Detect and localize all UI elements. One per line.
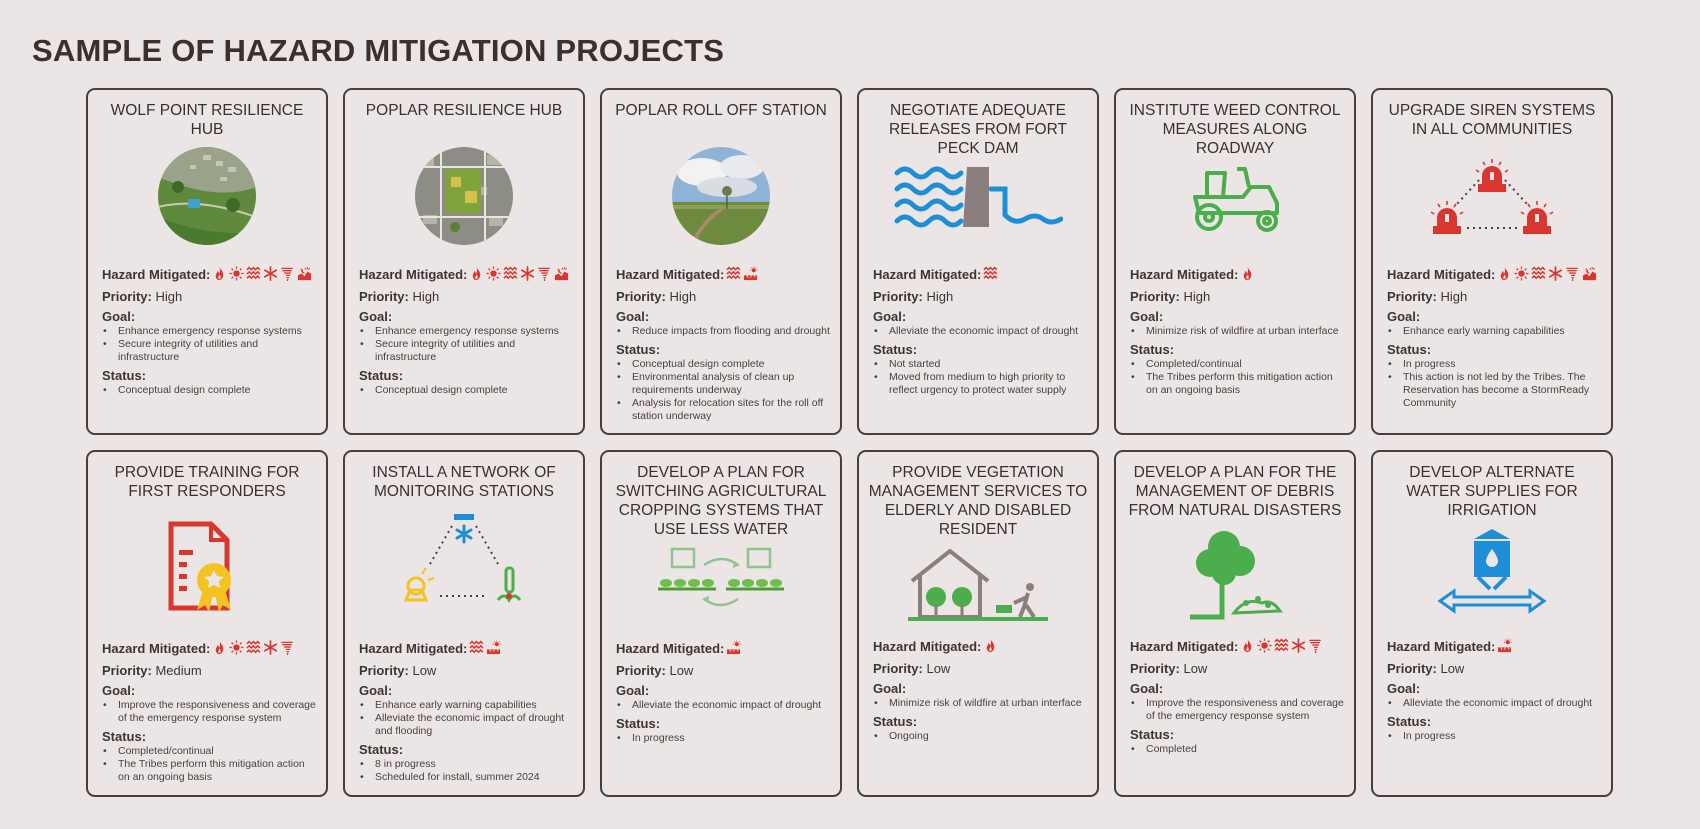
card-illustration — [88, 147, 326, 245]
crop-rotation-icon — [656, 547, 786, 621]
wind-icon — [1308, 638, 1323, 657]
priority-value: Medium — [155, 663, 202, 678]
priority-row — [873, 660, 1089, 677]
priority-row — [102, 662, 318, 679]
priority-row — [1130, 660, 1346, 677]
hazard-icons — [212, 266, 312, 285]
project-card — [857, 88, 1099, 435]
heat-icon — [486, 266, 501, 285]
card-illustration — [1373, 154, 1611, 238]
hazard-icons — [726, 640, 741, 659]
project-card — [1114, 88, 1356, 435]
status-label: Status: — [359, 742, 404, 757]
cold-icon — [1291, 638, 1306, 657]
heat-icon — [229, 266, 244, 285]
hazard-label: Hazard Mitigated: — [616, 641, 725, 656]
goal-item: • Secure integrity of utilities and infrastructure — [359, 338, 575, 364]
card-title: PROVIDE TRAINING FOR FIRST RESPONDERS — [114, 464, 300, 500]
status-list — [873, 358, 1089, 397]
dam-water-icon — [893, 163, 1063, 231]
project-card — [1371, 450, 1613, 797]
status-item: • Ongoing — [873, 730, 1089, 743]
goal-list — [1130, 697, 1346, 723]
status-item: • In progress — [1387, 730, 1603, 743]
hazard-row — [359, 266, 575, 285]
card-title: PROVIDE VEGETATION MANAGEMENT SERVICES TO ELDERLY AND DISABLED RESIDENT — [868, 464, 1088, 538]
priority-label: Priority: — [1387, 289, 1437, 304]
hazard-label: Hazard Mitigated: — [102, 267, 211, 282]
goal-label: Goal: — [1130, 309, 1164, 324]
priority-label: Priority: — [873, 289, 923, 304]
priority-row — [1130, 288, 1346, 305]
hazard-row — [873, 638, 1089, 657]
goal-label: Goal: — [873, 681, 907, 696]
card-illustration — [602, 147, 840, 245]
status-label: Status: — [359, 368, 404, 383]
drought-icon — [743, 266, 758, 285]
hazard-label: Hazard Mitigated: — [1387, 639, 1496, 654]
wind-icon — [1565, 266, 1580, 285]
card-illustration — [602, 547, 840, 621]
status-item: • The Tribes perform this mitigation action on an ongoing basis — [1130, 371, 1346, 397]
goal-list — [616, 325, 832, 338]
priority-row — [616, 662, 832, 679]
priority-row — [873, 288, 1089, 305]
goal-item: • Enhance early warning capabilities — [359, 699, 575, 712]
fire-icon — [1240, 638, 1255, 657]
goal-item: • Reduce impacts from flooding and drought — [616, 325, 832, 338]
goal-item: • Alleviate the economic impact of drought — [873, 325, 1089, 338]
monitoring-network-icon — [394, 512, 534, 608]
goal-item: • Enhance early warning capabilities — [1387, 325, 1603, 338]
status-list — [102, 384, 318, 397]
status-list — [1130, 358, 1346, 397]
hazard-row — [616, 266, 832, 285]
earthquake-icon — [554, 266, 569, 285]
flood-icon — [469, 640, 484, 659]
hazard-label: Hazard Mitigated: — [873, 639, 982, 654]
priority-value: High — [669, 289, 697, 304]
goal-list — [616, 699, 832, 712]
hazard-row — [359, 640, 575, 659]
status-item: • Analysis for relocation sites for the roll off station underway — [616, 397, 832, 423]
riding-mower-icon — [1185, 163, 1285, 235]
hazard-label: Hazard Mitigated: — [1130, 639, 1239, 654]
status-list — [616, 732, 832, 745]
card-title: DEVELOP A PLAN FOR THE MANAGEMENT OF DEBRIS FROM NATURAL DISASTERS — [1128, 464, 1342, 519]
earthquake-icon — [1582, 266, 1597, 285]
drought-icon — [1497, 638, 1512, 657]
hazard-icons — [1497, 266, 1597, 285]
hazard-icons — [983, 266, 998, 285]
card-illustration — [1116, 529, 1354, 621]
status-list — [359, 384, 575, 397]
card-illustration — [1373, 527, 1611, 619]
card-title: NEGOTIATE ADEQUATE RELEASES FROM FORT PECK DAM — [889, 102, 1067, 157]
hazard-row — [616, 640, 832, 659]
priority-value: Low — [926, 661, 951, 676]
goal-label: Goal: — [359, 309, 393, 324]
priority-value: High — [1440, 289, 1468, 304]
priority-label: Priority: — [1130, 661, 1180, 676]
status-list — [616, 358, 832, 423]
goal-label: Goal: — [102, 309, 136, 324]
goal-list — [359, 699, 575, 738]
hazard-label: Hazard Mitigated: — [1387, 267, 1496, 282]
status-list — [359, 758, 575, 784]
status-label: Status: — [873, 342, 918, 357]
hazard-row — [1387, 638, 1603, 657]
goal-item: • Improve the responsiveness and coverage of the emergency response system — [102, 699, 318, 725]
priority-value: High — [412, 289, 440, 304]
hazard-row — [873, 266, 1089, 285]
priority-label: Priority: — [616, 289, 666, 304]
goal-item: • Minimize risk of wildfire at urban interface — [1130, 325, 1346, 338]
status-item: • In progress — [1387, 358, 1603, 371]
hazard-label: Hazard Mitigated: — [616, 267, 725, 282]
status-item: • 8 in progress — [359, 758, 575, 771]
tree-debris-icon — [1180, 529, 1290, 621]
priority-label: Priority: — [102, 289, 152, 304]
status-item: • Conceptual design complete — [359, 384, 575, 397]
goal-item: • Enhance emergency response systems — [359, 325, 575, 338]
goal-label: Goal: — [873, 309, 907, 324]
fire-icon — [469, 266, 484, 285]
goal-item: • Alleviate the economic impact of drought and flooding — [359, 712, 575, 738]
flood-icon — [503, 266, 518, 285]
hazard-icons — [469, 640, 501, 659]
fire-icon — [983, 638, 998, 657]
goal-label: Goal: — [359, 683, 393, 698]
flood-icon — [983, 266, 998, 285]
project-card — [86, 450, 328, 797]
wind-icon — [280, 640, 295, 659]
priority-value: Low — [1440, 661, 1465, 676]
goal-label: Goal: — [102, 683, 136, 698]
card-title: POPLAR ROLL OFF STATION — [615, 102, 827, 119]
priority-row — [616, 288, 832, 305]
priority-value: Low — [412, 663, 437, 678]
priority-label: Priority: — [1130, 289, 1180, 304]
aerial-photo — [158, 147, 256, 245]
status-item: • Completed/continual — [1130, 358, 1346, 371]
siren-network-icon — [1427, 154, 1557, 238]
goal-label: Goal: — [616, 309, 650, 324]
goal-item: • Minimize risk of wildfire at urban interface — [873, 697, 1089, 710]
goal-item: • Alleviate the economic impact of drought — [1387, 697, 1603, 710]
priority-label: Priority: — [359, 289, 409, 304]
cold-icon — [1548, 266, 1563, 285]
fire-icon — [212, 640, 227, 659]
hazard-label: Hazard Mitigated: — [359, 267, 468, 282]
status-item: • In progress — [616, 732, 832, 745]
flood-icon — [246, 266, 261, 285]
hazard-row — [1387, 266, 1603, 285]
status-item: • Moved from medium to high priority to reflect urgency to protect water supply — [873, 371, 1089, 397]
status-label: Status: — [1130, 727, 1175, 742]
flood-icon — [1531, 266, 1546, 285]
wind-icon — [280, 266, 295, 285]
priority-value: Low — [669, 663, 694, 678]
card-illustration — [1116, 163, 1354, 235]
flood-icon — [726, 266, 741, 285]
hazard-icons — [1240, 266, 1255, 285]
hazard-row — [102, 640, 318, 659]
card-title: DEVELOP ALTERNATE WATER SUPPLIES FOR IRRIGATION — [1406, 464, 1578, 519]
fire-icon — [1497, 266, 1512, 285]
hazard-icons — [1497, 638, 1512, 657]
status-item: • This action is not led by the Tribes. The Reservation has become a StormReady Community — [1387, 371, 1603, 410]
goal-item: • Enhance emergency response systems — [102, 325, 318, 338]
goal-item: • Improve the responsiveness and coverage of the emergency response system — [1130, 697, 1346, 723]
status-label: Status: — [616, 342, 661, 357]
drought-icon — [726, 640, 741, 659]
card-title: WOLF POINT RESILIENCE HUB — [110, 102, 304, 138]
hazard-label: Hazard Mitigated: — [102, 641, 211, 656]
goal-label: Goal: — [1130, 681, 1164, 696]
flood-icon — [1274, 638, 1289, 657]
water-tower-icon — [1432, 527, 1552, 619]
project-card — [600, 88, 842, 435]
status-list — [873, 730, 1089, 743]
status-list — [1130, 743, 1346, 756]
site-photo — [672, 147, 770, 245]
goal-label: Goal: — [1387, 681, 1421, 696]
goal-list — [873, 325, 1089, 338]
goal-label: Goal: — [1387, 309, 1421, 324]
card-illustration — [345, 147, 583, 245]
goal-label: Goal: — [616, 683, 650, 698]
card-title: UPGRADE SIREN SYSTEMS IN ALL COMMUNITIES — [1388, 102, 1596, 138]
goal-list — [102, 699, 318, 725]
card-title: INSTITUTE WEED CONTROL MEASURES ALONG ROADWAY — [1129, 102, 1341, 157]
priority-label: Priority: — [102, 663, 152, 678]
status-item: • Scheduled for install, summer 2024 — [359, 771, 575, 784]
project-card — [1371, 88, 1613, 435]
goal-list — [873, 697, 1089, 710]
priority-value: High — [926, 289, 954, 304]
fire-icon — [1240, 266, 1255, 285]
priority-label: Priority: — [616, 663, 666, 678]
status-list — [102, 745, 318, 784]
status-label: Status: — [1387, 342, 1432, 357]
status-list — [1387, 730, 1603, 743]
priority-row — [359, 288, 575, 305]
status-item: • Completed/continual — [102, 745, 318, 758]
status-label: Status: — [1130, 342, 1175, 357]
card-illustration — [88, 520, 326, 612]
priority-value: High — [155, 289, 183, 304]
hazard-row — [102, 266, 318, 285]
status-item: • Not started — [873, 358, 1089, 371]
goal-list — [102, 325, 318, 364]
card-illustration — [859, 163, 1097, 231]
priority-row — [359, 662, 575, 679]
fire-icon — [212, 266, 227, 285]
card-title: INSTALL A NETWORK OF MONITORING STATIONS — [372, 464, 556, 500]
heat-icon — [229, 640, 244, 659]
hazard-label: Hazard Mitigated: — [873, 267, 982, 282]
status-label: Status: — [102, 368, 147, 383]
hazard-label: Hazard Mitigated: — [359, 641, 468, 656]
priority-label: Priority: — [1387, 661, 1437, 676]
heat-icon — [1514, 266, 1529, 285]
goal-list — [1387, 325, 1603, 338]
project-card — [600, 450, 842, 797]
house-lawn-mowing-icon — [908, 547, 1048, 623]
hazard-icons — [1240, 638, 1323, 657]
priority-value: High — [1183, 289, 1211, 304]
status-list — [1387, 358, 1603, 410]
goal-item: • Alleviate the economic impact of drought — [616, 699, 832, 712]
priority-label: Priority: — [873, 661, 923, 676]
priority-row — [1387, 288, 1603, 305]
wind-icon — [537, 266, 552, 285]
aerial-photo — [415, 147, 513, 245]
hazard-icons — [469, 266, 569, 285]
cold-icon — [263, 266, 278, 285]
hazard-row — [1130, 266, 1346, 285]
priority-row — [102, 288, 318, 305]
status-item: • Completed — [1130, 743, 1346, 756]
priority-value: Low — [1183, 661, 1208, 676]
cold-icon — [263, 640, 278, 659]
status-item: • Environmental analysis of clean up requirements underway — [616, 371, 832, 397]
status-item: • Conceptual design complete — [616, 358, 832, 371]
status-label: Status: — [616, 716, 661, 731]
status-label: Status: — [873, 714, 918, 729]
goal-list — [359, 325, 575, 364]
project-card — [343, 450, 585, 797]
card-title: DEVELOP A PLAN FOR SWITCHING AGRICULTURAL CROPPING SYSTEMS THAT USE LESS WATER — [615, 464, 827, 538]
heat-icon — [1257, 638, 1272, 657]
goal-list — [1130, 325, 1346, 338]
page-title: SAMPLE OF HAZARD MITIGATION PROJECTS — [32, 33, 725, 68]
card-title: POPLAR RESILIENCE HUB — [365, 102, 563, 119]
hazard-label: Hazard Mitigated: — [1130, 267, 1239, 282]
hazard-icons — [726, 266, 758, 285]
priority-label: Priority: — [359, 663, 409, 678]
project-card — [343, 88, 585, 435]
certificate-icon — [167, 520, 247, 612]
project-card — [86, 88, 328, 435]
status-item: • Conceptual design complete — [102, 384, 318, 397]
hazard-icons — [983, 638, 998, 657]
card-illustration — [345, 512, 583, 608]
earthquake-icon — [297, 266, 312, 285]
drought-icon — [486, 640, 501, 659]
hazard-icons — [212, 640, 295, 659]
hazard-row — [1130, 638, 1346, 657]
priority-row — [1387, 660, 1603, 677]
status-label: Status: — [102, 729, 147, 744]
status-item: • The Tribes perform this mitigation action on an ongoing basis — [102, 758, 318, 784]
goal-item: • Secure integrity of utilities and infrastructure — [102, 338, 318, 364]
card-illustration — [859, 547, 1097, 623]
status-label: Status: — [1387, 714, 1432, 729]
cold-icon — [520, 266, 535, 285]
project-card — [857, 450, 1099, 797]
flood-icon — [246, 640, 261, 659]
project-card — [1114, 450, 1356, 797]
goal-list — [1387, 697, 1603, 710]
